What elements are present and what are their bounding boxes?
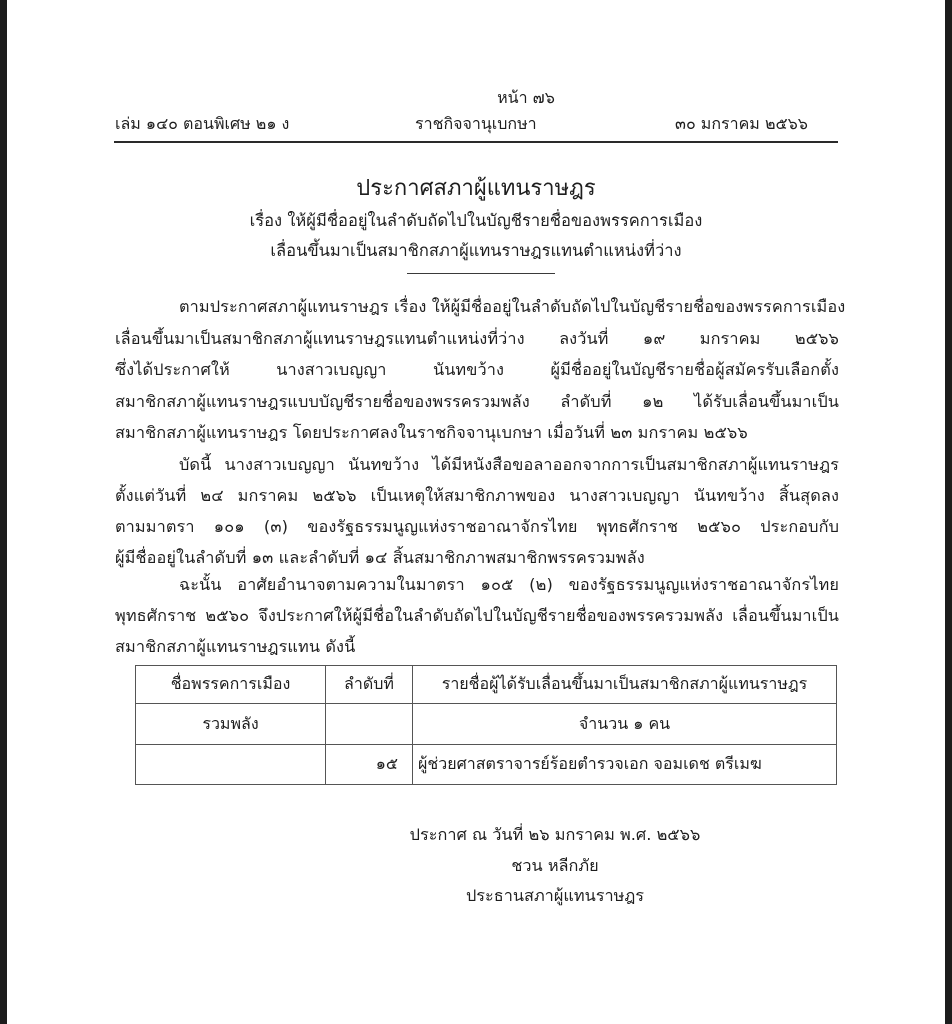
gazette-page [7,0,945,1024]
candidate-table [135,665,837,785]
paragraph-1-line: ตามประกาศสภาผู้แทนราษฎร เรื่อง ให้ผู้มีชื่ออยู่ในลำดับถัดไปในบัญชีรายชื่อของพรรคการเมือง [179,297,846,316]
volume-issue: เล่ม ๑๔๐ ตอนพิเศษ ๒๑ ง [115,114,290,133]
header-divider [114,141,838,143]
cell-name: จำนวน ๑ คน [413,704,837,745]
announcement-date: ประกาศ ณ วันที่ ๒๖ มกราคม พ.ศ. ๒๕๖๖ [409,825,701,844]
paragraph-2-line: ตามมาตรา ๑๐๑ (๓) ของรัฐธรรมนูญแห่งราชอาณาจักรไทย พุทธศักราช ๒๕๖๐ ประกอบกับ [115,517,839,536]
paragraph-3-line: สมาชิกสภาผู้แทนราษฎรแทน ดังนี้ [115,637,356,656]
page-number: หน้า ๗๖ [497,88,555,107]
header-party: ชื่อพรรคการเมือง [136,666,326,704]
paragraph-3-line: ฉะนั้น อาศัยอำนาจตามความในมาตรา ๑๐๕ (๒) ของรัฐธรรมนูญแห่งราชอาณาจักรไทย [179,575,839,594]
paragraph-2-line: บัดนี้ นางสาวเบญญา นันทขว้าง ได้มีหนังสือขอลาออกจากการเป็นสมาชิกสภาผู้แทนราษฎร [179,455,839,474]
paragraph-1-line: สมาชิกสภาผู้แทนราษฎร โดยประกาศลงในราชกิจจานุเบกษา เมื่อวันที่ ๒๓ มกราคม ๒๕๖๖ [115,423,748,442]
paragraph-1-line: เลื่อนขึ้นมาเป็นสมาชิกสภาผู้แทนราษฎรแทนตำแหน่งที่ว่าง ลงวันที่ ๑๙ มกราคม ๒๕๖๖ [115,329,839,348]
cell-rank [326,704,413,745]
paragraph-1-line: ซึ่งได้ประกาศให้ นางสาวเบญญา นันทขว้าง ผู้มีชื่ออยู่ในบัญชีรายชื่อผู้สมัครรับเลือกตั้ง [115,360,839,379]
signatory-position: ประธานสภาผู้แทนราษฎร [465,886,645,905]
table-row [136,745,837,785]
header-name: รายชื่อผู้ได้รับเลื่อนขึ้นมาเป็นสมาชิกสภาผู้แทนราษฎร [413,666,837,704]
signatory-name: ชวน หลีกภัย [511,856,599,875]
cell-party: รวมพลัง [136,704,326,745]
cell-party [136,745,326,785]
table-row [136,704,837,745]
table-header-row [136,666,837,704]
paragraph-2-line: ผู้มีชื่ออยู่ในลำดับที่ ๑๓ และลำดับที่ ๑๔ สิ้นสมาชิกภาพสมาชิกพรรครวมพลัง [115,548,645,567]
paragraph-2-line: ตั้งแต่วันที่ ๒๔ มกราคม ๒๕๖๖ เป็นเหตุให้สมาชิกภาพของ นางสาวเบญญา นันทขว้าง สิ้นสุดลง [115,486,839,505]
header-rank: ลำดับที่ [326,666,413,704]
publication-date: ๓๐ มกราคม ๒๕๖๖ [675,114,808,133]
gazette-name: ราชกิจจานุเบกษา [415,114,537,133]
subject-line-1: เรื่อง ให้ผู้มีชื่ออยู่ในลำดับถัดไปในบัญชีรายชื่อของพรรคการเมือง [249,211,703,230]
subject-line-2: เลื่อนขึ้นมาเป็นสมาชิกสภาผู้แทนราษฎรแทนตำแหน่งที่ว่าง [270,241,682,260]
title-divider [407,273,555,274]
paragraph-1-line: สมาชิกสภาผู้แทนราษฎรแบบบัญชีรายชื่อของพรรครวมพลัง ลำดับที่ ๑๒ ได้รับเลื่อนขึ้นมาเป็น [115,392,839,411]
cell-rank: ๑๕ [326,745,413,785]
announcement-title: ประกาศสภาผู้แทนราษฎร [356,176,596,201]
paragraph-3-line: พุทธศักราช ๒๕๖๐ จึงประกาศให้ผู้มีชื่อในลำดับถัดไปในบัญชีรายชื่อของพรรครวมพลัง เลื่อนขึ้นมาเป็น [115,606,839,625]
cell-name: ผู้ช่วยศาสตราจารย์ร้อยตำรวจเอก จอมเดช ตรีเมฆ [413,745,837,785]
